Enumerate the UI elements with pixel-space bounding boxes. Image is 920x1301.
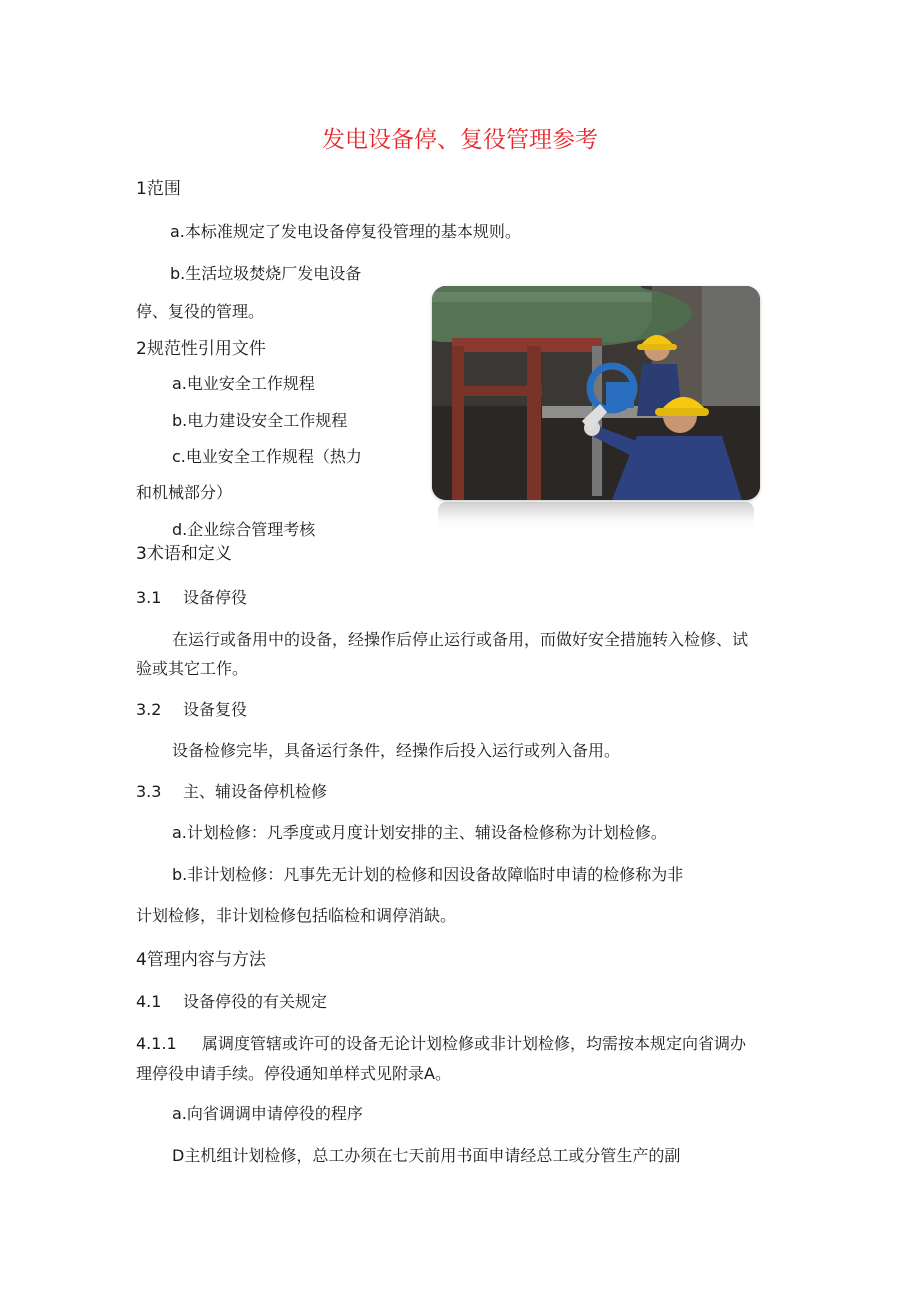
section-4-1-1-item-d: D主机组计划检修，总工办须在七天前用书面申请经总工或分管生产的副 [172,1146,681,1165]
section-2-item-c-line1: c.电业安全工作规程（热力 [172,447,362,466]
workers-photo-image [432,286,760,500]
section-3-1 [136,588,247,608]
section-3-2-text: 设备检修完毕，具备运行条件，经操作后投入运行或列入备用。 [172,741,621,760]
section-4-1-1-item-a: a.向省调调申请停役的程序 [172,1104,363,1123]
section-4-1-1-text-line1: 属调度管辖或许可的设备无论计划检修或非计划检修，均需按本规定向省调办 [202,1034,747,1053]
section-4-1-1-number: 4.1.1 [136,1034,177,1053]
section-3-3-item-a: a.计划检修：凡季度或月度计划安排的主、辅设备检修称为计划检修。 [172,823,667,842]
section-4-1-number: 4.1 [136,992,162,1011]
section-3-1-text-line2: 验或其它工作。 [136,659,249,678]
section-3-1-number: 3.1 [136,588,162,607]
workers-photo-reflection [438,502,754,532]
section-1-heading: 1范围 [136,179,181,199]
section-3-3-item-b-line2: 计划检修，非计划检修包括临检和调停消缺。 [136,906,457,925]
section-4-1-title: 设备停役的有关规定 [183,992,328,1011]
section-4-1-1 [136,1034,746,1054]
workers-photo [432,286,760,534]
section-2-item-c-line2: 和机械部分） [136,483,233,502]
section-3-3 [136,782,327,802]
section-3-3-title: 主、辅设备停机检修 [183,782,328,801]
section-1-item-a: a.本标准规定了发电设备停复役管理的基本规则。 [170,222,521,241]
section-4-1-1-text-line2: 理停役申请手续。停役通知单样式见附录A。 [136,1064,451,1083]
document-title: 发电设备停、复役管理参考 [322,127,598,153]
section-2-item-a: a.电业安全工作规程 [172,374,315,393]
section-3-1-title: 设备停役 [183,588,248,607]
section-3-heading: 3术语和定义 [136,544,232,564]
section-3-2-title: 设备复役 [183,700,248,719]
section-4-1 [136,992,327,1012]
section-3-3-item-b-line1: b.非计划检修：凡事先无计划的检修和因设备故障临时申请的检修称为非 [172,865,684,884]
section-3-2-number: 3.2 [136,700,162,719]
section-2-item-b: b.电力建设安全工作规程 [172,411,348,430]
section-1-item-b-line2: 停、复役的管理。 [136,302,265,321]
section-3-3-number: 3.3 [136,782,162,801]
workers-photo-illustration [432,286,760,500]
section-3-1-text-line1: 在运行或备用中的设备，经操作后停止运行或备用，而做好安全措施转入检修、试 [172,630,749,649]
section-1-item-b-line1: b.生活垃圾焚烧厂发电设备 [170,264,362,283]
section-2-heading: 2规范性引用文件 [136,339,266,359]
section-4-heading: 4管理内容与方法 [136,950,266,970]
section-2-item-d: d.企业综合管理考核 [172,520,316,539]
section-3-2 [136,700,247,720]
